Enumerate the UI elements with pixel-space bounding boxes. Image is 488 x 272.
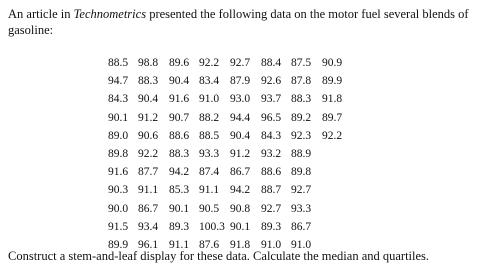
table-cell: 88.6 [169, 129, 190, 142]
table-row [108, 181, 352, 199]
table-cell: 89.8 [108, 148, 129, 161]
table-cell: 87.4 [199, 166, 220, 179]
table-cell: 91.8 [230, 238, 251, 251]
table-cell: 93.7 [261, 93, 282, 106]
table-cell: 88.3 [169, 148, 190, 161]
table-cell: 93.4 [138, 220, 159, 233]
journal-name: Technometrics [73, 7, 147, 21]
table-cell: 90.1 [169, 202, 190, 215]
table-cell: 91.0 [291, 238, 312, 251]
table-cell: 91.2 [138, 111, 159, 124]
table-cell: 84.3 [261, 129, 282, 142]
table-cell: 90.4 [138, 93, 159, 106]
table-row [108, 127, 352, 145]
table-cell: 94.7 [108, 75, 129, 88]
table-cell: 91.1 [138, 184, 159, 197]
table-cell: 93.0 [230, 93, 251, 106]
table-cell: 88.4 [261, 57, 282, 70]
table-row [108, 109, 352, 127]
table-cell: 96.1 [138, 238, 159, 251]
table-cell: 92.2 [322, 129, 343, 142]
table-row [108, 200, 352, 218]
table-cell: 86.7 [230, 166, 251, 179]
table-cell: 93.2 [261, 148, 282, 161]
table-cell: 91.1 [199, 184, 220, 197]
table-cell: 88.7 [261, 184, 282, 197]
table-cell: 93.3 [291, 202, 312, 215]
problem-intro [8, 6, 480, 38]
table-cell: 89.9 [322, 75, 343, 88]
table-cell: 91.5 [108, 220, 129, 233]
table-cell: 88.3 [138, 75, 159, 88]
table-cell: 92.2 [199, 57, 220, 70]
fuel-data-body [108, 54, 352, 254]
table-cell: 90.4 [230, 129, 251, 142]
table-cell: 98.8 [138, 57, 159, 70]
table-cell: 87.6 [199, 238, 220, 251]
table-cell: 89.3 [261, 220, 282, 233]
table-cell [322, 218, 352, 236]
table-cell: 89.7 [322, 111, 343, 124]
table-cell: 91.2 [230, 148, 251, 161]
table-cell: 90.9 [322, 57, 343, 70]
table-cell: 89.8 [291, 166, 312, 179]
table-cell: 92.7 [261, 202, 282, 215]
table-cell: 89.9 [108, 238, 129, 251]
table-cell: 90.5 [199, 202, 220, 215]
table-cell: 92.6 [261, 75, 282, 88]
table-cell: 90.0 [108, 202, 129, 215]
table-row [108, 90, 352, 108]
table-cell: 88.5 [108, 57, 129, 70]
table-cell: 89.3 [169, 220, 190, 233]
table-cell: 90.1 [108, 111, 129, 124]
table-cell: 86.7 [138, 202, 159, 215]
table-cell: 88.9 [291, 148, 312, 161]
table-cell [322, 163, 352, 181]
table-cell: 90.6 [138, 129, 159, 142]
table-row [108, 145, 352, 163]
table-cell: 92.3 [291, 129, 312, 142]
table-cell: 87.5 [291, 57, 312, 70]
table-cell: 90.7 [169, 111, 190, 124]
problem-question: Construct a stem-and-leaf display for these data. Calculate the median and quartiles. [8, 249, 430, 263]
table-row [108, 54, 352, 72]
table-cell: 83.4 [199, 75, 220, 88]
table-cell: 89.2 [291, 111, 312, 124]
table-cell: 92.2 [138, 148, 159, 161]
table-cell: 87.8 [291, 75, 312, 88]
table-cell: 85.3 [169, 184, 190, 197]
table-cell: 90.3 [108, 184, 129, 197]
table-cell: 90.8 [230, 202, 251, 215]
table-cell: 91.6 [108, 166, 129, 179]
table-cell: 88.6 [261, 166, 282, 179]
table-row [108, 163, 352, 181]
table-cell: 91.6 [169, 93, 190, 106]
fuel-data-table [108, 54, 352, 254]
table-cell: 90.1 [230, 220, 251, 233]
table-cell: 88.2 [199, 111, 220, 124]
table-cell: 91.0 [261, 238, 282, 251]
table-cell: 84.3 [108, 93, 129, 106]
table-cell: 94.4 [230, 111, 251, 124]
table-cell: 89.6 [169, 57, 190, 70]
table-cell: 91.8 [322, 93, 343, 106]
table-cell: 100.3 [199, 220, 225, 233]
intro-text-after: presented the following data on the motor fuel several blends of gasoline: [8, 7, 469, 37]
table-cell: 92.7 [291, 184, 312, 197]
table-cell: 87.7 [138, 166, 159, 179]
table-cell: 94.2 [169, 166, 190, 179]
table-cell: 92.7 [230, 57, 251, 70]
table-cell: 88.5 [199, 129, 220, 142]
table-cell [322, 145, 352, 163]
table-cell: 88.3 [291, 93, 312, 106]
table-cell: 91.1 [169, 238, 190, 251]
table-cell: 86.7 [291, 220, 312, 233]
table-row [108, 72, 352, 90]
table-cell [322, 200, 352, 218]
intro-text-before: An article in [8, 7, 74, 21]
table-row [108, 218, 352, 236]
table-cell: 91.0 [199, 93, 220, 106]
table-cell: 87.9 [230, 75, 251, 88]
table-cell: 90.4 [169, 75, 190, 88]
table-cell [322, 181, 352, 199]
table-cell: 89.0 [108, 129, 129, 142]
table-cell: 96.5 [261, 111, 282, 124]
table-cell: 93.3 [199, 148, 220, 161]
table-cell: 94.2 [230, 184, 251, 197]
